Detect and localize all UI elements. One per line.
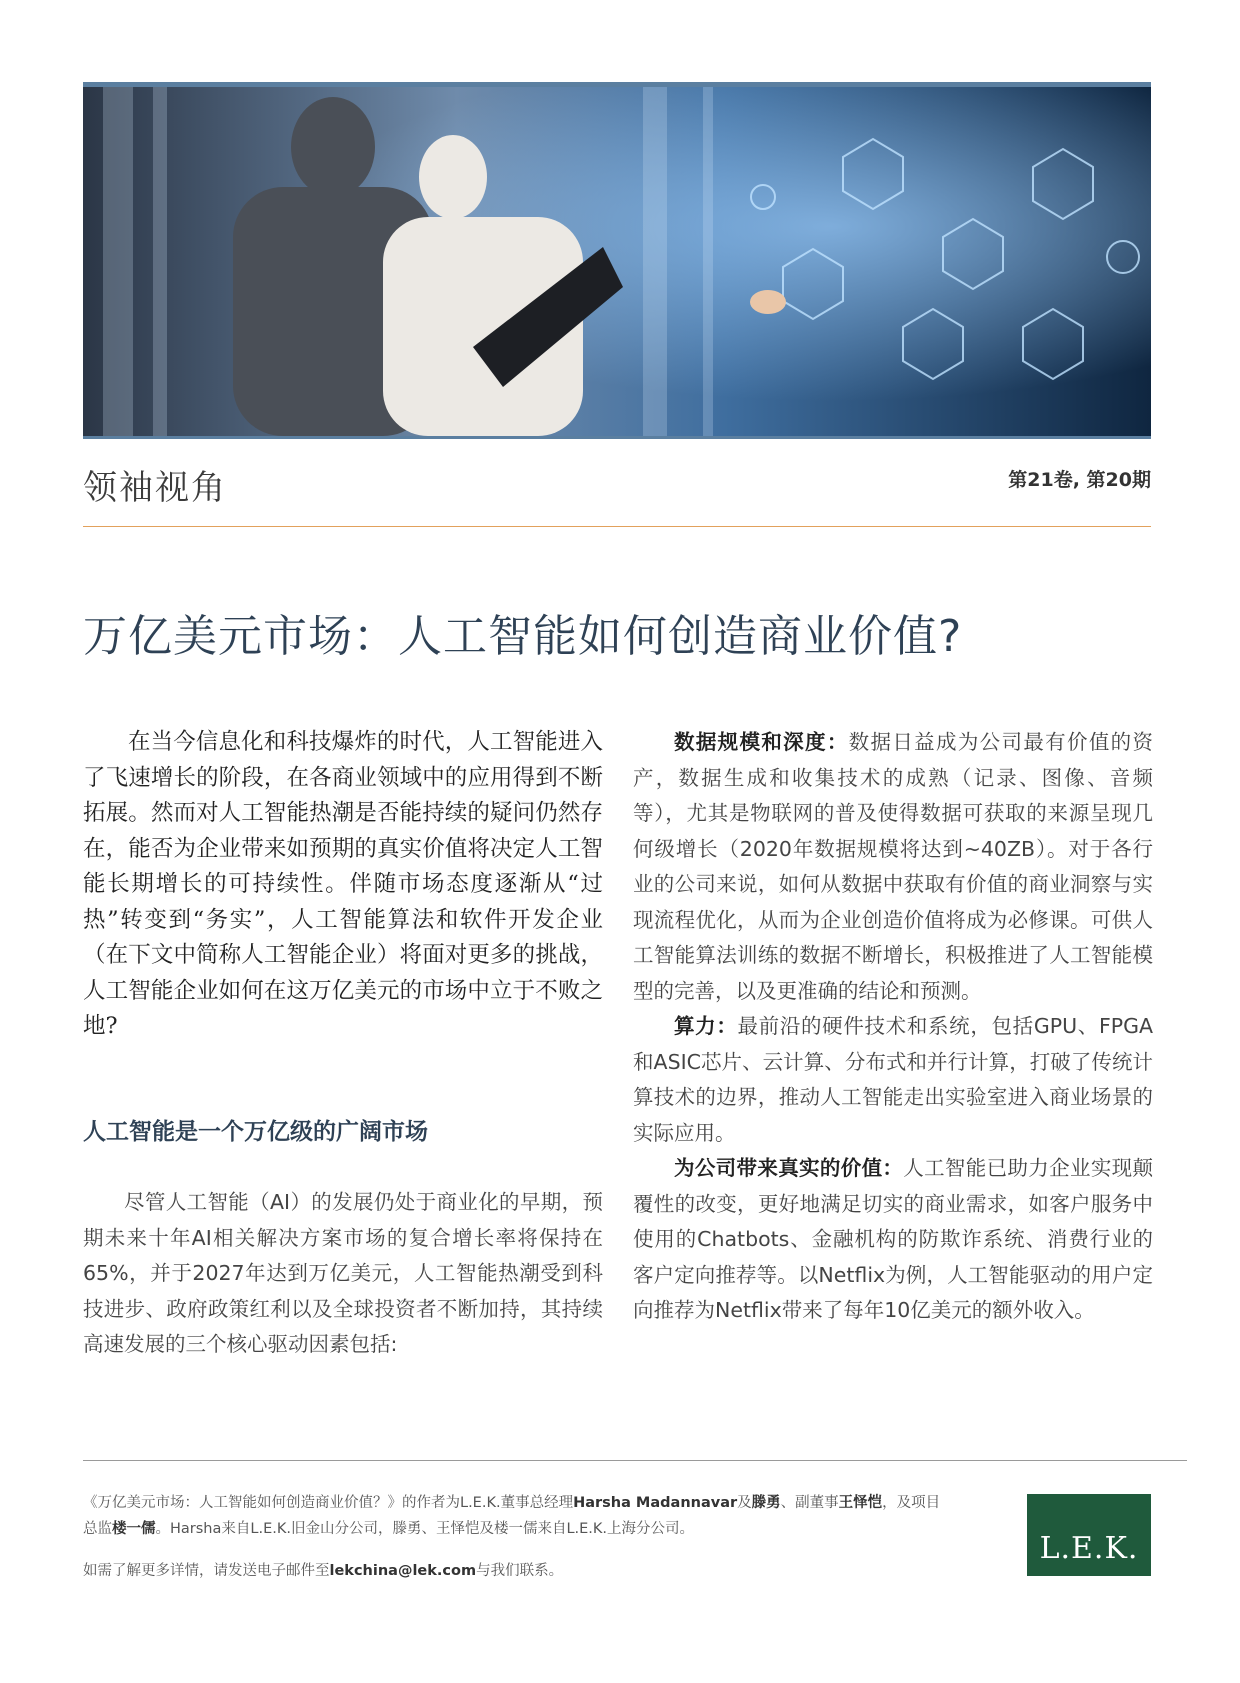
driver-compute-text: 最前沿的硬件技术和系统，包括GPU、FPGA和ASIC芯片、云计算、分布式和并行计算，打破了传统计算技术的边界，推动人工智能走出实验室进入商业场景的实际应用。 [633, 1014, 1154, 1145]
section-label: 领袖视角 [83, 468, 227, 508]
email-link[interactable]: lekchina@lek.com [329, 1563, 477, 1579]
author-name: 王怿恺 [838, 1495, 883, 1511]
left-column [83, 725, 603, 1356]
body-paragraph: 尽管人工智能（AI）的发展仍处于商业化的早期，预期未来十年AI相关解决方案市场的复合增长率将保持在65%，并于2027年达到万亿美元，人工智能热潮受到科技进步、政府政策红利以及全球投资者不断加持，其持续高速发展的三个核心驱动因素包括: [83, 1190, 603, 1356]
credit-text: 、副董事 [780, 1495, 839, 1511]
driver-data-text: 数据日益成为公司最有价值的资产，数据生成和收集技术的成熟（记录、图像、音频等），尤其是物联网的普及使得数据可获取的来源呈现几何级增长（2020年数据规模将达到~40ZB）。对于各行业的公司来说，如何从数据中获取有价值的商业洞察与实现流程优化，从而为企业创造价值将成为必修课。可供人工智能算法训练的数据不断增长，积极推进了人工智能模型的完善，以及更准确的结论和预测。 [633, 730, 1154, 1003]
author-name: Harsha Madannavar [573, 1495, 738, 1511]
server-room-illustration [83, 87, 1151, 436]
author-name: 滕勇 [751, 1495, 781, 1511]
author-credits [83, 1490, 943, 1542]
author-name: 楼一儒 [112, 1521, 156, 1537]
driver-compute [633, 1009, 1153, 1151]
credit-text: 《万亿美元市场：人工智能如何创造商业价值？》的作者为L.E.K.董事总经理 [83, 1495, 574, 1511]
intro-paragraph: 在当今信息化和科技爆炸的时代，人工智能进入了飞速增长的阶段，在各商业领域中的应用得到不断拓展。然而对人工智能热潮是否能持续的疑问仍然存在，能否为企业带来如预期的真实价值将决定人工智能长期增长的可持续性。伴随市场态度逐渐从“过热”转变到“务实”，人工智能算法和软件开发企业（在下文中简称人工智能企业）将面对更多的挑战，人工智能企业如何在这万亿美元的市场中立于不败之地? [83, 729, 603, 1039]
issue-number: 第21卷, 第20期 [1008, 469, 1151, 491]
right-column [633, 725, 1153, 1329]
credit-text: 及 [737, 1495, 752, 1511]
footer [83, 1490, 943, 1584]
driver-data-label: 数据规模和深度： [674, 730, 849, 754]
driver-value [633, 1151, 1153, 1329]
section-subheading: 人工智能是一个万亿级的广阔市场 [83, 1119, 428, 1145]
contact-text: 与我们联系。 [476, 1563, 564, 1579]
credit-text: 。Harsha来自L.E.K.旧金山分公司，滕勇、王怿恺及楼一儒来自L.E.K.上海分公司。 [155, 1521, 695, 1537]
driver-compute-label: 算力： [674, 1014, 738, 1038]
contact-text: 如需了解更多详情，请发送电子邮件至 [83, 1563, 330, 1579]
hero-image [83, 82, 1151, 439]
credit-text: ，及项目总监 [83, 1495, 941, 1537]
driver-value-label: 为公司带来真实的价值： [674, 1156, 904, 1180]
lek-logo: L.E.K. [1027, 1494, 1151, 1576]
header-divider [83, 526, 1151, 527]
driver-data [633, 725, 1153, 1009]
footer-divider [83, 1460, 1187, 1461]
contact-line [83, 1558, 943, 1584]
driver-value-text: 人工智能已助力企业实现颠覆性的改变，更好地满足切实的商业需求，如客户服务中使用的Chatbots、金融机构的防欺诈系统、消费行业的客户定向推荐等。以Netflix为例，人工智能驱动的用户定向推荐为Netflix带来了每年10亿美元的额外收入。 [633, 1156, 1153, 1322]
page-title: 万亿美元市场：人工智能如何创造商业价值? [83, 611, 963, 662]
